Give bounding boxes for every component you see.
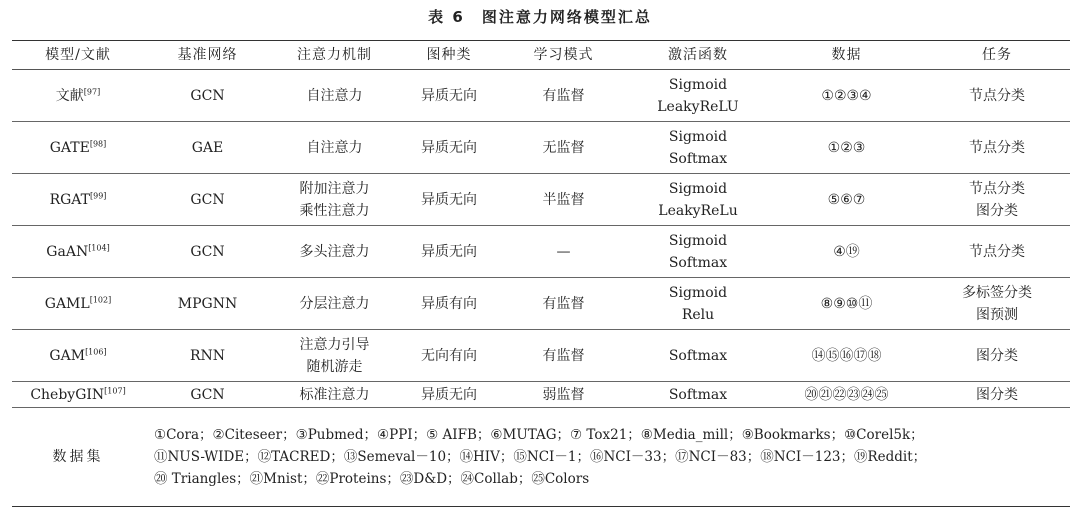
base-network-cell: GCN [144, 70, 271, 122]
attention-cell-line: 注意力引导 [299, 336, 370, 353]
dataset-label: 数据集 [12, 408, 144, 507]
activation-cell-line: Sigmoid [668, 128, 728, 145]
model-name: GaAN [46, 243, 89, 260]
dataset-line: ⑪NUS-WIDE；⑫TACRED；⑬Semeval－10；⑭HIV；⑮NCI－1；⑯NCI－33；⑰NCI－83；⑱NCI－123；⑲Reddit； [154, 449, 927, 465]
model-name: 文献 [55, 87, 84, 104]
task-cell [924, 70, 1070, 122]
activation-cell-line: Relu [681, 306, 715, 323]
table-row [12, 382, 1070, 408]
activation-cell [627, 122, 769, 174]
learning-mode-cell: 有监督 [500, 70, 627, 122]
graph-type-cell: 异质无向 [398, 382, 500, 408]
reference-citation: [98] [89, 138, 107, 148]
attention-cell-line: 随机游走 [306, 358, 363, 375]
attention-cell-line: 自注意力 [306, 139, 363, 156]
learning-mode-cell: 有监督 [500, 278, 627, 330]
table-row [12, 70, 1070, 122]
model-cell [12, 278, 144, 330]
task-cell [924, 122, 1070, 174]
model-cell [12, 226, 144, 278]
base-network-cell: GAE [144, 122, 271, 174]
activation-cell [627, 278, 769, 330]
task-cell-line: 图分类 [976, 202, 1018, 219]
attention-cell-line: 乘性注意力 [299, 202, 370, 219]
activation-cell [627, 174, 769, 226]
model-name: RGAT [49, 191, 90, 208]
reference-citation: [97] [83, 86, 101, 96]
activation-cell [627, 330, 769, 382]
activation-cell-line: Softmax [668, 386, 728, 403]
task-cell-line: 节点分类 [969, 243, 1025, 260]
activation-cell-line: Sigmoid [668, 76, 728, 93]
table-caption: 表 6 图注意力网络模型汇总 [428, 8, 652, 26]
learning-mode-cell: 弱监督 [500, 382, 627, 408]
learning-mode-cell: 半监督 [500, 174, 627, 226]
activation-cell-line: LeakyReLU [657, 98, 739, 115]
activation-cell-line: Sigmoid [668, 284, 728, 301]
activation-cell-line: Sigmoid [668, 180, 728, 197]
graph-type-cell: 异质无向 [398, 174, 500, 226]
base-network-cell: GCN [144, 226, 271, 278]
graph-type-cell: 无向有向 [398, 330, 500, 382]
reference-citation: [107] [104, 385, 126, 395]
model-cell [12, 70, 144, 122]
learning-mode-cell: 有监督 [500, 330, 627, 382]
model-name: GAML [44, 295, 90, 312]
data-cell: ④⑲ [769, 226, 924, 278]
table-row [12, 278, 1070, 330]
model-cell [12, 174, 144, 226]
table-row [12, 330, 1070, 382]
learning-mode-cell: 无监督 [500, 122, 627, 174]
task-cell-line: 节点分类 [969, 180, 1025, 197]
attention-cell-line: 自注意力 [306, 87, 363, 104]
attention-cell [271, 174, 398, 226]
task-cell-line: 节点分类 [969, 87, 1025, 104]
activation-cell-line: Sigmoid [668, 232, 728, 249]
task-cell [924, 330, 1070, 382]
table-row [12, 226, 1070, 278]
attention-cell [271, 382, 398, 408]
graph-type-cell: 异质无向 [398, 70, 500, 122]
graph-type-cell: 异质无向 [398, 226, 500, 278]
attention-cell [271, 278, 398, 330]
attention-cell-line: 标准注意力 [299, 386, 370, 403]
reference-citation: [99] [90, 190, 107, 200]
table-row [12, 122, 1070, 174]
dataset-line: ①Cora；②Citeseer；③Pubmed；④PPI；⑤ AIFB；⑥MUTAG；⑦ Tox21；⑧Media_mill；⑨Bookmarks；⑩Corel5k； [154, 427, 924, 443]
attention-cell-line: 附加注意力 [299, 180, 370, 197]
task-cell [924, 278, 1070, 330]
attention-cell [271, 226, 398, 278]
header-graph-type: 图种类 [398, 41, 500, 70]
header-data: 数据 [769, 41, 924, 70]
dataset-line: ⑳ Triangles；㉑Mnist；㉒Proteins；㉓D&D；㉔Collab；㉕Colors [154, 471, 590, 487]
header-model: 模型/文献 [12, 41, 144, 70]
base-network-cell: MPGNN [144, 278, 271, 330]
activation-cell-line: Softmax [668, 150, 728, 167]
task-cell-line: 图分类 [976, 386, 1018, 403]
task-cell [924, 174, 1070, 226]
task-cell-line: 节点分类 [969, 139, 1025, 156]
reference-citation: [104] [88, 242, 110, 252]
activation-cell-line: Softmax [668, 254, 728, 271]
attention-cell [271, 330, 398, 382]
data-cell: ⑤⑥⑦ [769, 174, 924, 226]
task-cell-line: 图预测 [976, 306, 1018, 323]
model-name: GAM [49, 347, 86, 364]
attention-gnn-summary-table [12, 40, 1070, 507]
dataset-list [144, 408, 1070, 507]
base-network-cell: RNN [144, 330, 271, 382]
model-cell [12, 122, 144, 174]
attention-cell [271, 122, 398, 174]
attention-cell [271, 70, 398, 122]
header-learning-mode: 学习模式 [500, 41, 627, 70]
task-cell-line: 图分类 [976, 347, 1018, 364]
model-cell [12, 330, 144, 382]
header-task: 任务 [924, 41, 1070, 70]
header-attention: 注意力机制 [271, 41, 398, 70]
task-cell [924, 226, 1070, 278]
data-cell: ①②③④ [769, 70, 924, 122]
activation-cell-line: Softmax [668, 347, 728, 364]
task-cell [924, 382, 1070, 408]
activation-cell [627, 382, 769, 408]
base-network-cell: GCN [144, 174, 271, 226]
table-row [12, 174, 1070, 226]
reference-citation: [102] [89, 294, 112, 304]
data-cell: ⑭⑮⑯⑰⑱ [769, 330, 924, 382]
learning-mode-cell: — [500, 226, 627, 278]
graph-type-cell: 异质无向 [398, 122, 500, 174]
table-body [12, 70, 1070, 408]
model-name: ChebyGIN [30, 386, 105, 403]
header-activation: 激活函数 [627, 41, 769, 70]
activation-cell-line: LeakyReLu [658, 202, 738, 219]
data-cell: ①②③ [769, 122, 924, 174]
activation-cell [627, 70, 769, 122]
base-network-cell: GCN [144, 382, 271, 408]
model-name: GATE [49, 139, 90, 156]
model-cell [12, 382, 144, 408]
graph-type-cell: 异质有向 [398, 278, 500, 330]
reference-citation: [106] [85, 346, 107, 356]
data-cell: ⑳㉑㉒㉓㉔㉕ [769, 382, 924, 408]
attention-cell-line: 分层注意力 [299, 295, 370, 312]
header-row [12, 41, 1070, 70]
activation-cell [627, 226, 769, 278]
header-base-network: 基准网络 [144, 41, 271, 70]
task-cell-line: 多标签分类 [962, 284, 1032, 301]
attention-cell-line: 多头注意力 [299, 243, 370, 260]
data-cell: ⑧⑨⑩⑪ [769, 278, 924, 330]
dataset-row [12, 408, 1070, 507]
